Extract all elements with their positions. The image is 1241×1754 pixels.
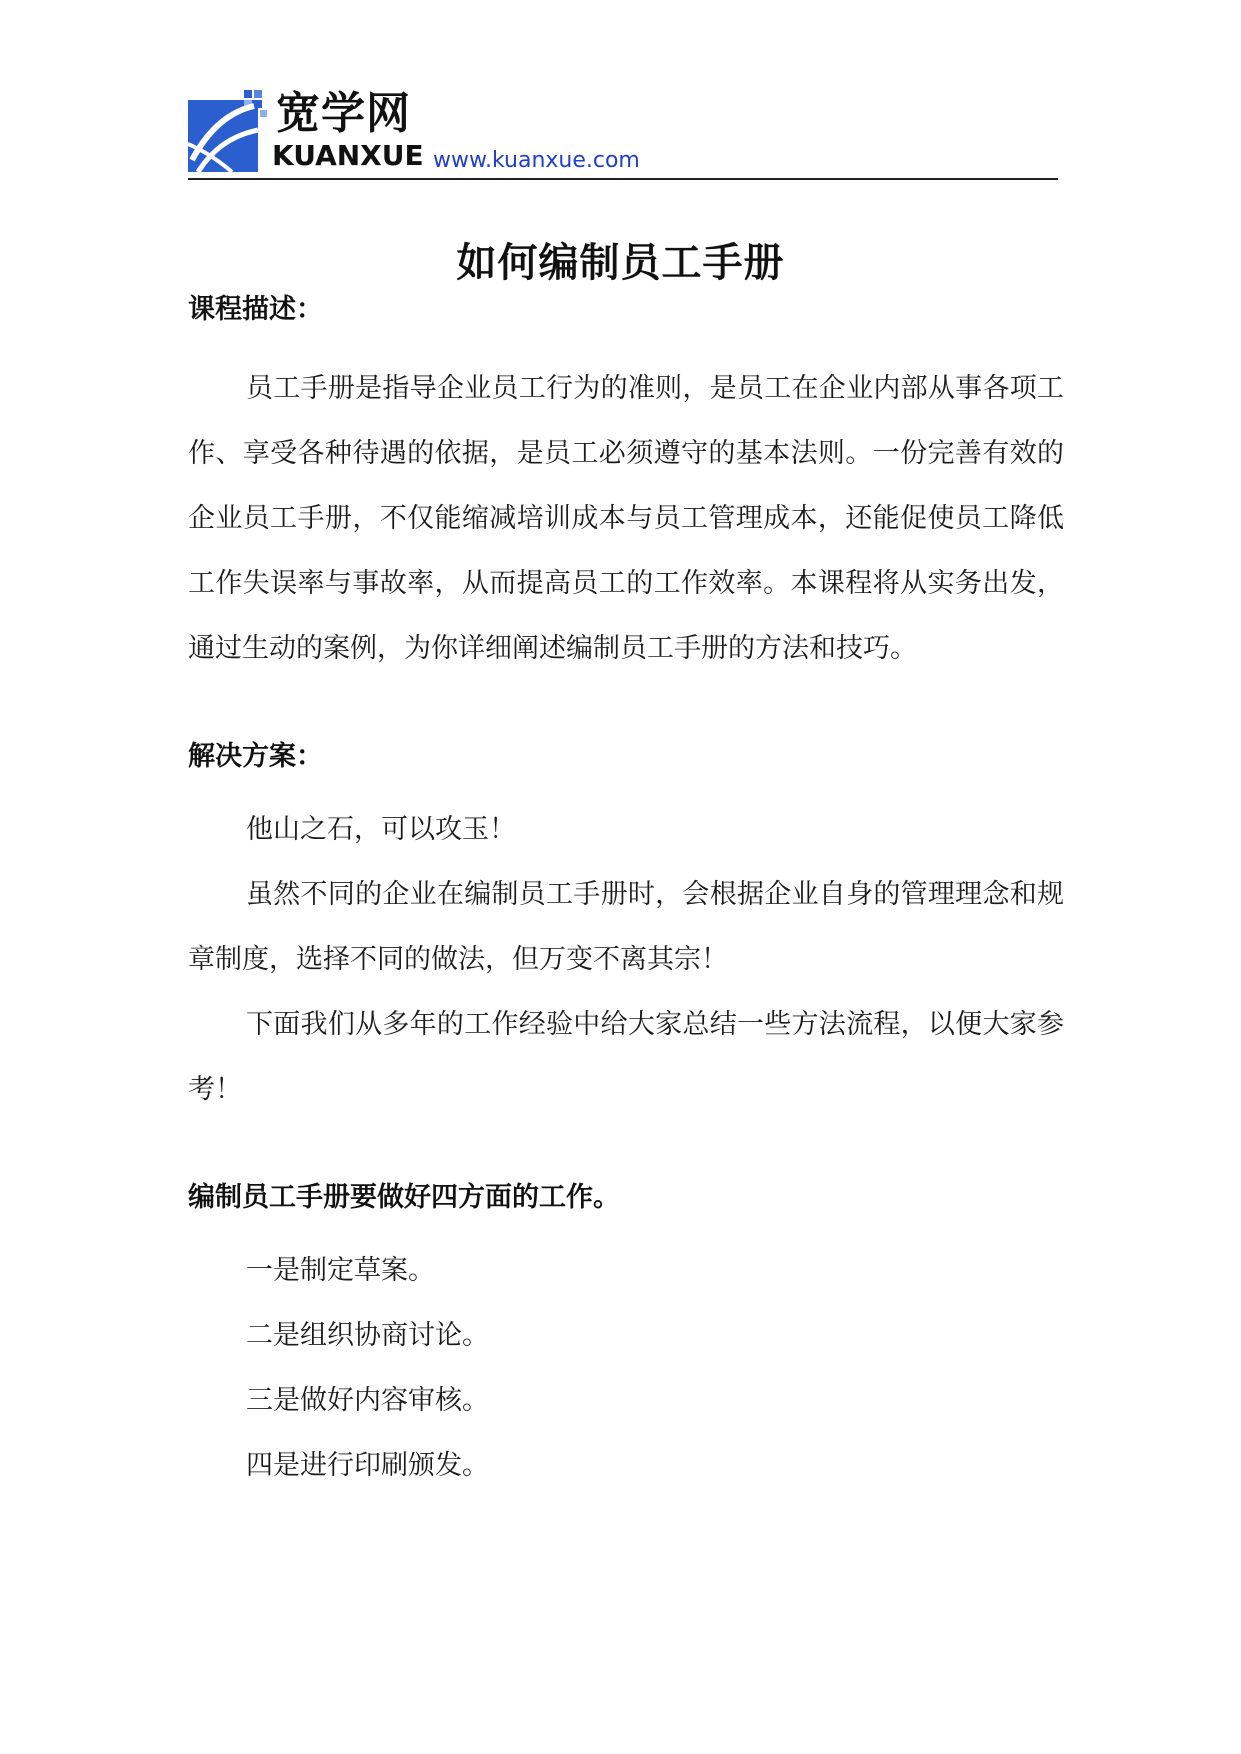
solution-paragraph: 虽然不同的企业在编制员工手册时，会根据企业自身的管理理念和规章制度，选择不同的做法，但万变不离其宗！ — [188, 879, 1064, 975]
solution-paragraph: 他山之石，可以攻玉！ — [246, 814, 516, 845]
logo-chinese-name: 宽学网 — [276, 88, 411, 139]
solution-paragraph: 下面我们从多年的工作经验中给大家总结一些方法流程，以便大家参考！ — [188, 1009, 1064, 1105]
list-item: 三是做好内容审核。 — [246, 1385, 489, 1416]
section-heading-course: 课程描述： — [188, 294, 323, 325]
page-header — [188, 88, 1066, 180]
list-item: 四是进行印刷颁发。 — [246, 1450, 489, 1481]
list-item: 一是制定草案。 — [246, 1255, 435, 1286]
site-url-link[interactable]: www.kuanxue.com — [433, 148, 640, 173]
course-description-paragraph: 员工手册是指导企业员工行为的准则，是员工在企业内部从事各项工作、享受各种待遇的依据，是员工必须遵守的基本法则。一份完善有效的企业员工手册，不仅能缩减培训成本与员工管理成本，还能促使员工降低工作失误率与事故率，从而提高员工的工作效率。本课程将从实务出发，通过生动的案例，为你详细阐述编制员工手册的方法和技巧。 — [188, 373, 1064, 664]
section-heading-four-aspects: 编制员工手册要做好四方面的工作。 — [188, 1182, 620, 1213]
list-item: 二是组织协商讨论。 — [246, 1320, 489, 1351]
logo-english-name: KUANXUE — [272, 139, 424, 172]
kuanxue-logo-icon — [188, 90, 268, 172]
section-heading-solution: 解决方案： — [188, 741, 323, 772]
document-body — [188, 290, 1064, 1498]
header-divider — [188, 178, 1058, 180]
document-title: 如何编制员工手册 — [456, 239, 785, 286]
